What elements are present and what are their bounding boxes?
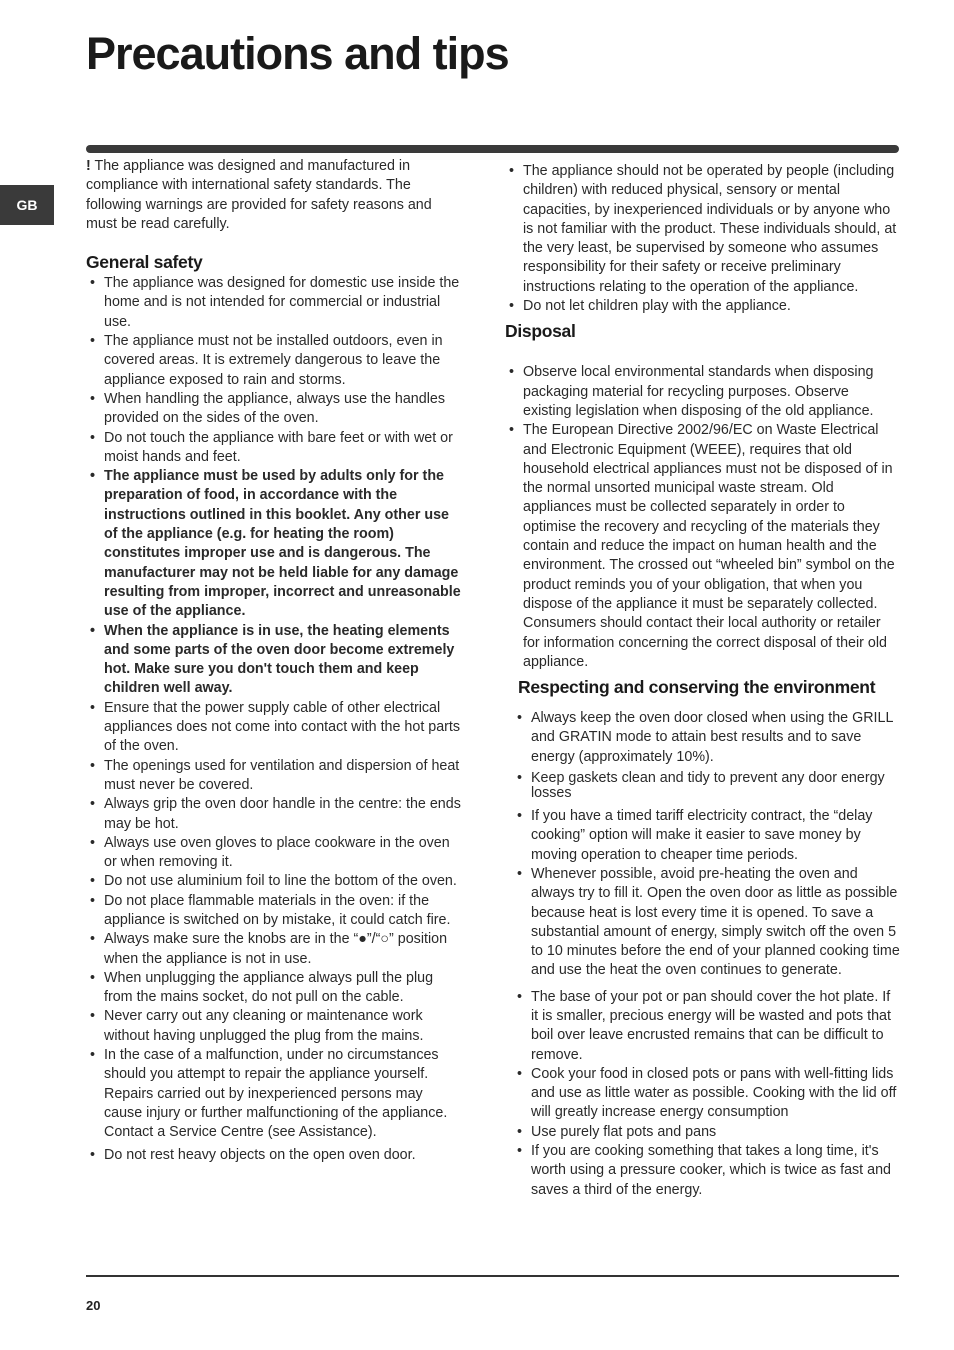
- language-tab: GB: [0, 185, 54, 225]
- list-item: • The base of your pot or pan should cover the hot plate. If it is smaller, precious energy will be wasted and pots that boil over leave encrusted remains that can be difficult to remove.: [513, 988, 900, 1065]
- list-item: • Never carry out any cleaning or maintenance work without having unplugged the plug from the mains.: [86, 1007, 464, 1046]
- list-item: • The appliance must be used by adults only for the preparation of food, in accordance with the instructions outlined in this booklet. Any other use of the appliance (e.g. for heating the room) constitutes improper use and is dangerous. The manufacturer may not be held liable for any damage resulting from improper, incorrect and unreasonable use of the appliance.: [86, 467, 464, 621]
- list-item: • Do not use aluminium foil to line the bottom of the oven.: [86, 872, 464, 891]
- disposal-list: [505, 363, 900, 614]
- list-item: • Do not touch the appliance with bare feet or with wet or moist hands and feet.: [86, 429, 464, 468]
- list-item: • If you have a timed tariff electricity contract, the “delay cooking” option will make it easier to save money by moving operation to cheaper time periods.: [513, 807, 900, 865]
- list-item: • The European Directive 2002/96/EC on Waste Electrical and Electronic Equipment (WEEE), requires that old household electrical appliances must not be disposed of in the normal unsorted municipal waste stream. Old appliances must be collected separately in order to optimise the recovery and recycling of the materials they contain and reduce the impact on human health and the environment. The crossed out “wheeled bin” symbol on the product reminds you of your obligation, that when you dispose of the appliance it must be separately collected.: [505, 421, 900, 614]
- list-item: • Observe local environmental standards when disposing packaging material for recycling purposes. Observe existing legislation when disposing of the old appliance.: [505, 363, 900, 421]
- list-item: • Keep gaskets clean and tidy to prevent any door energy losses: [513, 771, 900, 801]
- right-column: [505, 162, 900, 1200]
- list-item: • Do not place flammable materials in the oven: if the appliance is switched on by mistake, it could catch fire.: [86, 892, 464, 931]
- intro-paragraph: [86, 157, 464, 234]
- left-column: [86, 157, 464, 1165]
- header-divider: [86, 145, 899, 153]
- list-item: • When handling the appliance, always use the handles provided on the sides of the oven.: [86, 390, 464, 429]
- environment-heading: Respecting and conserving the environment: [518, 677, 876, 698]
- list-item: • Cook your food in closed pots or pans with well-fitting lids and use as little water as possible. Cooking with the lid off will greatly increase energy consumption: [513, 1065, 900, 1123]
- general-safety-heading: General safety: [86, 252, 203, 273]
- general-safety-list: [86, 274, 464, 1165]
- list-item: • The appliance must not be installed outdoors, even in covered areas. It is extremely dangerous to leave the appliance exposed to rain and storms.: [86, 332, 464, 390]
- page-number: 20: [86, 1298, 101, 1313]
- disposal-heading: Disposal: [505, 321, 576, 342]
- list-item: • Do not rest heavy objects on the open oven door.: [86, 1146, 464, 1165]
- intro-text: The appliance was designed and manufactured in compliance with international safety standards. The following warnings are provided for safety reasons and must be read carefully.: [86, 158, 432, 232]
- list-item: • When the appliance is in use, the heating elements and some parts of the oven door become extremely hot. Make sure you don't touch them and keep children well away.: [86, 622, 464, 699]
- list-item: • Whenever possible, avoid pre-heating the oven and always try to fill it. Open the oven door as little as possible because heat is lost every time it is opened. To save a substantial amount of energy, simply switch off the oven 5 to 10 minutes before the end of your planned cooking time and use the heat the oven continues to generate.: [513, 865, 900, 981]
- page-title: Precautions and tips: [86, 28, 509, 79]
- list-item: • Always use oven gloves to place cookware in the oven or when removing it.: [86, 834, 464, 873]
- list-item: • Ensure that the power supply cable of other electrical appliances does not come into contact with the hot parts of the oven.: [86, 699, 464, 757]
- list-item: • Always make sure the knobs are in the “●”/“○” position when the appliance is not in use.: [86, 930, 464, 969]
- list-item: • Always keep the oven door closed when using the GRILL and GRATIN mode to attain best results and to save energy (approximately 10%).: [513, 709, 900, 767]
- warning-mark: !: [86, 158, 91, 174]
- list-item: • The openings used for ventilation and dispersion of heat must never be covered.: [86, 757, 464, 796]
- list-item: • If you are cooking something that takes a long time, it's worth using a pressure cooker, which is twice as fast and saves a third of the energy.: [513, 1142, 900, 1200]
- list-item: • The appliance should not be operated by people (including children) with reduced physical, sensory or mental capacities, by inexperienced individuals or by anyone who is not familiar with the product. These individuals should, at the very least, be supervised by someone who assumes responsibility for their safety or receive preliminary instructions relating to the operation of the appliance.: [505, 162, 900, 297]
- list-item: • When unplugging the appliance always pull the plug from the mains socket, do not pull on the cable.: [86, 969, 464, 1008]
- list-item: • Always grip the oven door handle in the centre: the ends may be hot.: [86, 795, 464, 834]
- environment-list: [505, 709, 900, 1200]
- list-item: • Use purely flat pots and pans: [513, 1123, 900, 1142]
- general-safety-list-continued: [505, 162, 900, 316]
- footer-divider: [86, 1275, 899, 1277]
- disposal-note: Consumers should contact their local authority or retailer for information concerning the correct disposal of their old appliance.: [523, 615, 887, 670]
- list-item: • In the case of a malfunction, under no circumstances should you attempt to repair the appliance yourself. Repairs carried out by inexperienced persons may cause injury or further malfunctioning of the appliance. Contact a Service Centre (see Assistance).: [86, 1046, 464, 1142]
- list-item: • The appliance was designed for domestic use inside the home and is not intended for commercial or industrial use.: [86, 274, 464, 332]
- list-item: • Do not let children play with the appliance.: [505, 297, 900, 316]
